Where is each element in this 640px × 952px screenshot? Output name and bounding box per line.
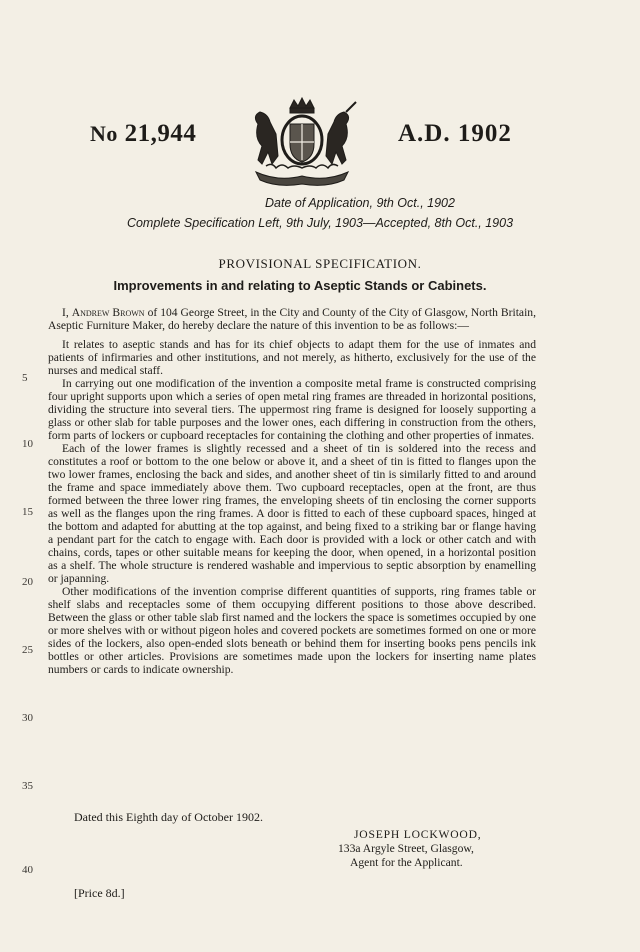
intro-lead: I, [62, 306, 72, 319]
body-paragraph: It relates to aseptic stands and has for its chief objects to adapt them for the use of inmates and patients of infirmaries and other institutions, and not merely, as hitherto, exclusively for the use of the nurses and medical staff. [48, 338, 536, 377]
intro-rest: of 104 George Street, in the City and County of the City of Glasgow, North Britain, Aseptic Furniture Maker, do hereby declare the nature of this invention to be as follows:— [48, 306, 536, 332]
inventor-name: Andrew Brown [71, 306, 145, 319]
agent-address: 133a Argyle Street, Glasgow, [338, 842, 474, 855]
agent-role: Agent for the Applicant. [350, 856, 463, 869]
body-paragraph: Each of the lower frames is slightly recessed and a sheet of tin is soldered into the recess and constitutes a roof or bottom to the one below or above it, and a sheet of tin is fitted to flanges upon the two lower frames, enclosing the back and sides, and another sheet of tin is similarly fitted to and around the frame and space immediately above them. Two cupboard receptacles, open at the front, are thus formed between the three lower ring frames, the enveloping sheets of tin enclosing the corner supports as well as the flanges upon the ring frames. A door is fitted to each of these cupboard spaces, hinged at the bottom and adapted for abutting at the top against, and being fixed to a striking bar or flange having a pendant part for the catch to engage with. Each door is provided with a lock or other catch and with chains, cords, tapes or other suitable means for keeping the door, when opened, in a horizontal position as a shelf. The whole structure is rendered washable and impervious to septic absorption by enamelling or japanning. [48, 442, 536, 585]
price-label: [Price 8d.] [74, 886, 125, 900]
agent-signature-block [338, 828, 481, 870]
body-paragraph: Other modifications of the invention comprise different quantities of supports, ring frames table or shelf slabs and receptacles some of them occupying different positions to those above described. Between the glass or other table slab first named and the lockers the space is sometimes occupied by one or more shelves with or without pigeon holes and covered pockets are sometimes formed on one or more sides of the lockers, also open-ended slots beneath or behind them for inserting books pens pencils ink bottles or other articles. Provisions are sometimes made upon the lockers for inserting name plates numbers or cards to indicate ownership. [48, 585, 536, 676]
royal-coat-of-arms-icon [232, 94, 372, 190]
line-number: 35 [22, 780, 33, 792]
body-paragraph: In carrying out one modification of the invention a composite metal frame is constructed comprising four upright supports upon which a series of open metal ring frames are threaded in horizontal positions, dividing the structure into several tiers. The uppermost ring frame is designed for loosely supporting a glass or other slab for table purposes and the lower ones, each differing in construction from the others, form parts of lockers or cupboard receptacles for containing the clothing and other properties of inmates. [48, 377, 536, 442]
number-value: 21,944 [124, 120, 197, 147]
line-number: 10 [22, 438, 33, 450]
invention-title: Improvements in and relating to Aseptic Stands or Cabinets. [113, 278, 487, 293]
specification-type: PROVISIONAL SPECIFICATION. [218, 256, 422, 271]
line-number: 15 [22, 506, 33, 518]
number-prefix: No [90, 121, 118, 146]
line-number: 40 [22, 864, 33, 876]
intro-paragraph [48, 306, 536, 332]
application-date: Date of Application, 9th Oct., 1902 [265, 196, 455, 210]
line-number: 25 [22, 644, 33, 656]
line-number: 30 [22, 712, 33, 724]
patent-year: A.D. 1902 [398, 120, 512, 147]
specification-body [48, 306, 536, 676]
dated-line: Dated this Eighth day of October 1902. [74, 810, 263, 824]
patent-number [90, 120, 196, 148]
line-number: 20 [22, 576, 33, 588]
specification-dates: Complete Specification Left, 9th July, 1903—Accepted, 8th Oct., 1903 [126, 216, 514, 230]
line-number: 5 [22, 372, 28, 384]
agent-name: JOSEPH LOCKWOOD, [354, 828, 482, 841]
